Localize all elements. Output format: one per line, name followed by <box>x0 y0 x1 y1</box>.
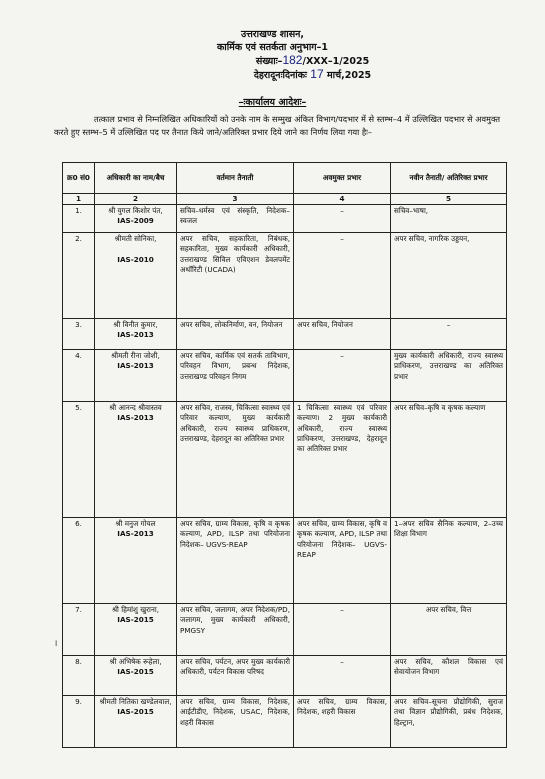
serial-cell: 7. <box>63 604 95 656</box>
relieved-charge-cell: – <box>294 350 391 402</box>
column-number: 2 <box>95 194 177 205</box>
officer-cell <box>95 656 177 696</box>
column-number: 4 <box>294 194 391 205</box>
order-title: –ःकार्यालय आदेशः– <box>238 97 307 108</box>
table-row <box>63 604 507 656</box>
serial-cell: 1. <box>63 205 95 233</box>
officer-batch: IAS-2010 <box>117 254 154 264</box>
column-number: 1 <box>63 194 95 205</box>
date-handwritten-day: 17 <box>310 67 324 81</box>
margin-mark: । <box>54 639 58 649</box>
serial-cell: 2. <box>63 233 95 319</box>
officer-batch: IAS-2015 <box>117 615 154 625</box>
order-intro-paragraph: तत्काल प्रभाव से निम्नलिखित अधिकारियों को उनके नाम के सम्मुख अंकित विभाग/पदभार में से स्तम्भ–4 में उल्लिखित पदभार से अवमुक्त करते हुए स्तम्भ–5 में उल्लिखित पद पर तैनात किये जाने/अतिरिक्त प्रभार दिये जाने का निर्णय लिया गया हैः– <box>54 114 500 137</box>
serial-cell: 5. <box>63 402 95 518</box>
table-row <box>63 696 507 748</box>
new-posting-cell: 1–अपर सचिव सैनिक कल्याण, 2–उच्च शिक्षा विभाग <box>391 518 507 604</box>
officer-batch: IAS-2009 <box>117 216 154 226</box>
letterhead <box>0 28 545 82</box>
current-posting-cell: अपर सचिव, ग्राम्य विकास, कृषि व कृषक कल्याण, APD, ILSP तथा परियोजना निदेशक– UGVS-REAP <box>177 518 294 604</box>
officer-name: श्रीमती सोनिका, <box>114 234 157 244</box>
serial-cell: 4. <box>63 350 95 402</box>
officer-batch: IAS-2015 <box>117 667 154 677</box>
header-new-posting: नवीन तैनाती/ अतिरिक्त प्रभार <box>391 163 507 194</box>
officer-name: श्री हिमांशु खुराना, <box>111 605 160 615</box>
header-officer: अधिकारी का नाम/बैच <box>95 163 177 194</box>
new-posting-cell: अपर सचिव, वित्त <box>391 604 507 656</box>
officer-batch: IAS-2013 <box>117 330 154 340</box>
government-name: उत्तराखण्ड शासन, <box>240 29 304 40</box>
relieved-charge-cell: अपर सचिव, ग्राम्य विकास, निदेशक, शहरी विकास <box>294 696 391 748</box>
table-row <box>63 205 507 233</box>
officer-name: श्री विनीत कुमार, <box>113 320 158 330</box>
officer-name: श्री आनन्द श्रीवास्तव <box>109 403 162 413</box>
new-posting-cell: मुख्य कार्यकारी अधिकारी, राज्य स्वास्थ्य प्राधिकरण, उत्तराखण्ड का अतिरिक्त प्रभार <box>391 350 507 402</box>
table-row <box>63 518 507 604</box>
column-number: 5 <box>391 194 507 205</box>
relieved-charge-cell: – <box>294 656 391 696</box>
officer-cell <box>95 205 177 233</box>
current-posting-cell: अपर सचिव, ग्राम्य विकास, निदेशक, आईटीडीए, निदेशक, USAC, निदेशक, शहरी विकास <box>177 696 294 748</box>
new-posting-cell: – <box>391 319 507 350</box>
table-row <box>63 233 507 319</box>
officer-name: श्रीमती रीना जोशी, <box>111 351 160 361</box>
new-posting-cell: अपर सचिव, नागरिक उड्डयन, <box>391 233 507 319</box>
current-posting-cell: अपर सचिव, कार्मिक एवं सतर्क ताविभाग, परिवहन विभाग, प्रबन्ध निदेशक, उत्तराखण्ड परिवहन निगम <box>177 350 294 402</box>
column-number: 3 <box>177 194 294 205</box>
current-posting-cell: अपर सचिव, लोकनिर्माण, वन, नियोजन <box>177 319 294 350</box>
current-posting-cell: अपर सचिव, सहकारिता, निबंधक, सहकारिता, मुख्य कार्यकारी अधिकारी, उत्तराखण्ड सिविल एविएशन डेवलपमेंट अथॉरिटी (UCADA) <box>177 233 294 319</box>
officer-name: श्रीमती नितिका खण्डेलवाल, <box>99 697 172 707</box>
table-row <box>63 402 507 518</box>
officer-cell <box>95 319 177 350</box>
date-prefix: देहरादूनःदिनांकः <box>253 70 307 81</box>
new-posting-cell: अपर सचिव–सूचना प्रौद्योगिकी, सुराज तथा विज्ञान प्रौद्योगिकी, प्रबंध निदेशक, हिल्ट्रान, <box>391 696 507 748</box>
current-posting-cell: अपर सचिव, पर्यटन, अपर मुख्य कार्यकारी अधिकारी, पर्यटन विकास परिषद <box>177 656 294 696</box>
new-posting-cell: अपर सचिव, कौशल विकास एवं सेवायोजन विभाग <box>391 656 507 696</box>
officer-batch: IAS-2013 <box>117 413 154 423</box>
table-row <box>63 656 507 696</box>
current-posting-cell: अपर सचिव, जलागम, अपर निदेशक/PD, जलागम, मुख्य कार्यकारी अधिकारी, PMGSY <box>177 604 294 656</box>
officer-cell <box>95 350 177 402</box>
serial-cell: 9. <box>63 696 95 748</box>
officer-cell <box>95 604 177 656</box>
officer-batch: IAS-2013 <box>117 529 154 539</box>
serial-cell: 8. <box>63 656 95 696</box>
current-posting-cell: सचिव–धर्मस्व एवं संस्कृति, निदेशक–स्वजल <box>177 205 294 233</box>
ref-handwritten-number: 182 <box>282 53 303 67</box>
current-posting-cell: अपर सचिव, राजस्व, चिकित्सा स्वास्थ्य एवं परिवार कल्याण, मुख्य कार्यकारी अधिकारी, राज्य स्वास्थ्य प्राधिकरण, उत्तराखण्ड, देहरादून का अतिरिक्त प्रभार <box>177 402 294 518</box>
serial-cell: 3. <box>63 319 95 350</box>
officer-cell <box>95 233 177 319</box>
officer-cell <box>95 696 177 748</box>
relieved-charge-cell: – <box>294 205 391 233</box>
serial-cell: 6. <box>63 518 95 604</box>
relieved-charge-cell: अपर सचिव, नियोजन <box>294 319 391 350</box>
department-name: कार्मिक एवं सतर्कता अनुभाग–1 <box>216 42 329 53</box>
table-row <box>63 319 507 350</box>
new-posting-cell: अपर सचिव–कृषि व कृषक कल्याण <box>391 402 507 518</box>
header-relieved-charge: अवमुक्त प्रभार <box>294 163 391 194</box>
officer-name: श्री मनुज गोयल <box>115 519 156 529</box>
new-posting-cell: सचिव–भाषा, <box>391 205 507 233</box>
officer-batch: IAS-2013 <box>117 361 154 371</box>
ref-suffix: /XXX–1/2025 <box>302 56 370 67</box>
ref-prefix: संख्याः– <box>255 56 283 67</box>
reference-number <box>40 54 545 68</box>
relieved-charge-cell: 1 चिकित्सा स्वास्थ्य एवं परिवार कल्याण। 2 मुख्य कार्यकारी अधिकारी, राज्य स्वास्थ्य प्राधिकरण, उत्तराखण्ड, देहरादून का अतिरिक्त प्रभार <box>294 402 391 518</box>
relieved-charge-cell: – <box>294 233 391 319</box>
table-row <box>63 350 507 402</box>
officer-cell <box>95 518 177 604</box>
issue-date <box>40 68 545 82</box>
officer-cell <box>95 402 177 518</box>
table-body <box>63 205 507 748</box>
header-current-posting: वर्तमान तैनाती <box>177 163 294 194</box>
officer-name: श्री युगल किशोर पंत, <box>108 206 163 216</box>
relieved-charge-cell: – <box>294 604 391 656</box>
officer-name: श्री अभिषेक रूहेला, <box>109 657 162 667</box>
column-number-row <box>63 194 507 205</box>
header-serial: क्र0 सं0 <box>63 163 95 194</box>
officer-batch: IAS-2015 <box>117 707 154 717</box>
date-suffix: मार्च,2025 <box>326 70 372 81</box>
posting-table <box>62 162 507 748</box>
table-header-row <box>63 163 507 194</box>
relieved-charge-cell: अपर सचिव, ग्राम्य विकास, कृषि व कृषक कल्याण, APD, ILSP तथा परियोजना निदेशक– UGVS-REAP <box>294 518 391 604</box>
